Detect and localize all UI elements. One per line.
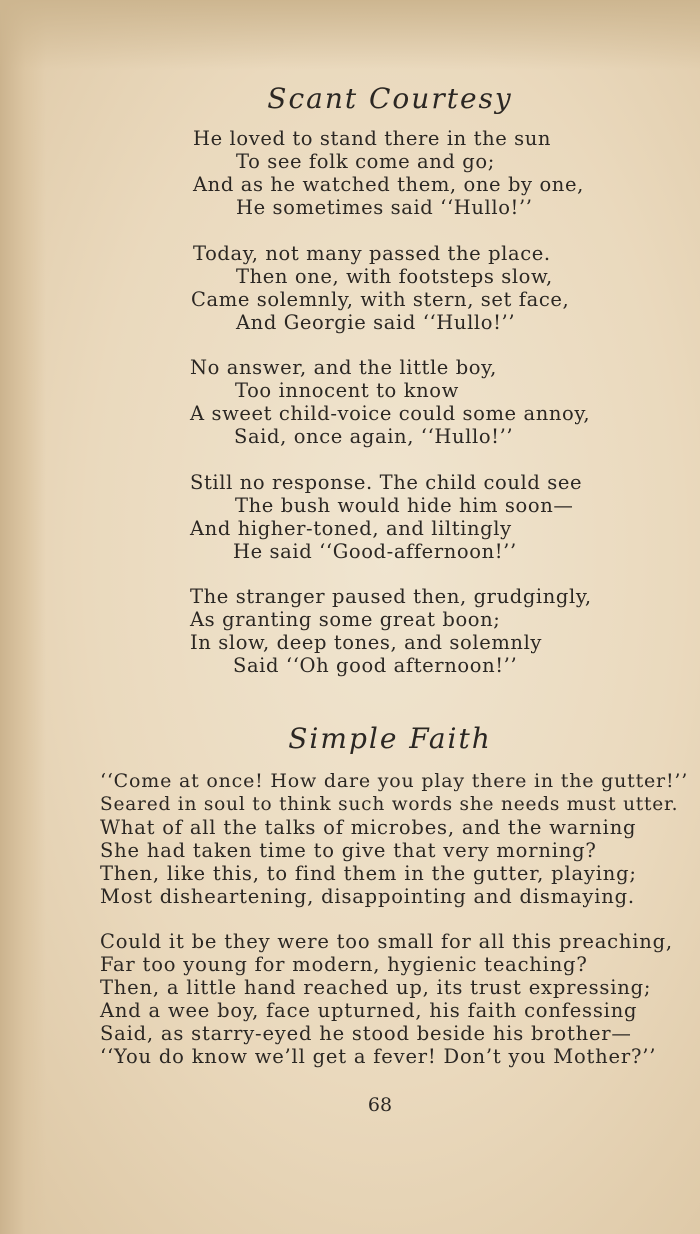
poem-line: In slow, deep tones, and solemnly [190,631,543,654]
poem-line: The stranger paused then, grudgingly, [190,585,592,608]
poem-title-simple-faith: Simple Faith [288,722,492,755]
poem-line: She had taken time to give that very morning? [100,839,597,862]
poem-line: What of all the talks of microbes, and the warning [100,816,637,839]
poem-line: Said, once again, ‘‘Hullo!’’ [234,425,514,448]
poem-line: And a wee boy, face upturned, his faith confessing [100,999,638,1022]
poem-line: As granting some great boon; [190,608,501,631]
poem-title-scant-courtesy: Scant Courtesy [267,82,513,115]
poem-line: And higher-toned, and liltingly [190,517,512,540]
poem-line: Most disheartening, disappointing and dismaying. [100,885,635,908]
poem-line: Still no response. The child could see [190,471,583,494]
poem-line: The bush would hide him soon— [235,494,574,517]
poem-line: Could it be they were too small for all this preaching, [100,930,673,953]
poem-line: Said, as starry-eyed he stood beside his brother— [100,1022,632,1045]
poem-line: He sometimes said ‘‘Hullo!’’ [236,196,533,219]
poem-line: ‘‘Come at once! How dare you play there in the gutter!’’ [100,770,689,792]
page-top-shading [0,0,700,70]
poem-line: To see folk come and go; [236,150,495,173]
poem-line: A sweet child-voice could some annoy, [190,402,591,425]
poem-line: He said ‘‘Good-affernoon!’’ [233,540,517,563]
poem-line: Then, like this, to find them in the gutter, playing; [100,862,637,885]
poem-line: He loved to stand there in the sun [193,127,552,150]
poem-line: And as he watched them, one by one, [193,173,584,196]
page-number: 68 [367,1094,393,1116]
poem-line: Came solemnly, with stern, set face, [191,288,570,311]
poem-line: Far too young for modern, hygienic teaching? [100,953,588,976]
poem-line: Said ‘‘Oh good afternoon!’’ [233,654,518,677]
poem-line: And Georgie said ‘‘Hullo!’’ [236,311,516,334]
poem-line: Then one, with footsteps slow, [236,265,553,288]
poem-line: Too innocent to know [235,379,459,402]
poem-line: ‘‘You do know we’ll get a fever! Don’t you Mother?’’ [100,1045,657,1068]
page-edge-shading [0,0,46,1234]
poem-line: No answer, and the little boy, [190,356,497,379]
poem-line: Seared in soul to think such words she needs must utter. [100,794,679,815]
poem-line: Then, a little hand reached up, its trust expressing; [100,976,652,999]
poem-line: Today, not many passed the place. [193,242,551,265]
